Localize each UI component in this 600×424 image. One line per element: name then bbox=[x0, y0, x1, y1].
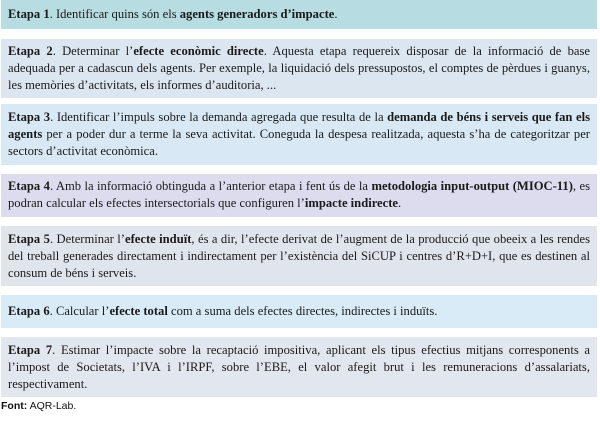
source-label: Font: bbox=[1, 400, 28, 412]
stage-label: Etapa 7 bbox=[8, 343, 53, 357]
stage-2-box bbox=[1, 39, 597, 98]
stage-emphasis: efecte econòmic directe bbox=[133, 44, 264, 58]
stage-label: Etapa 4 bbox=[8, 179, 50, 193]
stage-text: . bbox=[398, 196, 402, 210]
stage-label: Etapa 6 bbox=[8, 304, 50, 318]
stage-emphasis: efecte total bbox=[109, 304, 168, 318]
stage-5-box bbox=[1, 226, 597, 286]
stage-emphasis: impacte indirecte bbox=[304, 196, 399, 210]
stage-text: . Identificar quins són els bbox=[49, 7, 180, 21]
stage-emphasis: agents generadors d’impacte bbox=[179, 7, 335, 21]
stage-text: per a poder dur a terme la seva activitat. Coneguda la despesa realitzada, aquesta s’ha de categoritzar per sectors d’activitat econòmica. bbox=[8, 127, 590, 158]
stage-label: Etapa 1 bbox=[8, 7, 50, 21]
stage-7-box bbox=[1, 337, 597, 397]
stage-emphasis: demanda de béns i serveis que fan els agents bbox=[8, 110, 590, 141]
stage-text: . bbox=[334, 7, 338, 21]
stage-text: . Determinar l’ bbox=[52, 44, 134, 58]
stage-1-box bbox=[1, 0, 597, 29]
stage-text: , es podran calcular els efectes intersectorials que configuren l’ bbox=[8, 179, 590, 210]
stage-4-box bbox=[1, 174, 597, 217]
stage-text: , és a dir, l’efecte derivat de l’augment de la producció que obeeix a les rendes del treball generades directament i indirectament per l’existència del SiCUP i centres d’R+D+I, que es destinen al consum de béns i serveis. bbox=[8, 232, 590, 280]
stage-text: . Aquesta etapa requereix disposar de la informació de base adequada per a cadascun dels agents. Per exemple, la liquidació dels pressupostos, el comptes de pèrdues i guanys, les memòries d’activitats, els informes d’auditoria, ... bbox=[8, 44, 590, 92]
stage-text: . Estimar l’impacte sobre la recaptació impositiva, aplicant els tipus efectius mitjans corresponents a l’impost de Societats, l’IVA i l’IRPF, sobre l’EBE, el valor afegit brut i les remuneracions d’assalariats, respectivament. bbox=[8, 343, 590, 391]
stage-label: Etapa 5 bbox=[8, 232, 50, 246]
stage-text: . Amb la informació obtinguda a l’anterior etapa i fent ús de la bbox=[49, 179, 372, 193]
stage-3-box bbox=[1, 104, 597, 165]
stage-emphasis: efecte induït bbox=[125, 232, 192, 246]
stage-label: Etapa 3 bbox=[8, 110, 51, 124]
source-text: AQR-Lab. bbox=[27, 400, 77, 412]
source-note bbox=[1, 400, 76, 412]
stage-label: Etapa 2 bbox=[8, 44, 53, 58]
stage-text: . Determinar l’ bbox=[49, 232, 125, 246]
stage-text: com a suma dels efectes directes, indirectes i induïts. bbox=[167, 304, 438, 318]
stage-emphasis: metodologia input-output (MIOC-11) bbox=[371, 179, 573, 193]
stage-text: . Identificar l’impuls sobre la demanda agregada que resulta de la bbox=[50, 110, 388, 124]
stage-6-box bbox=[1, 295, 597, 328]
stage-text: . Calcular l’ bbox=[49, 304, 110, 318]
